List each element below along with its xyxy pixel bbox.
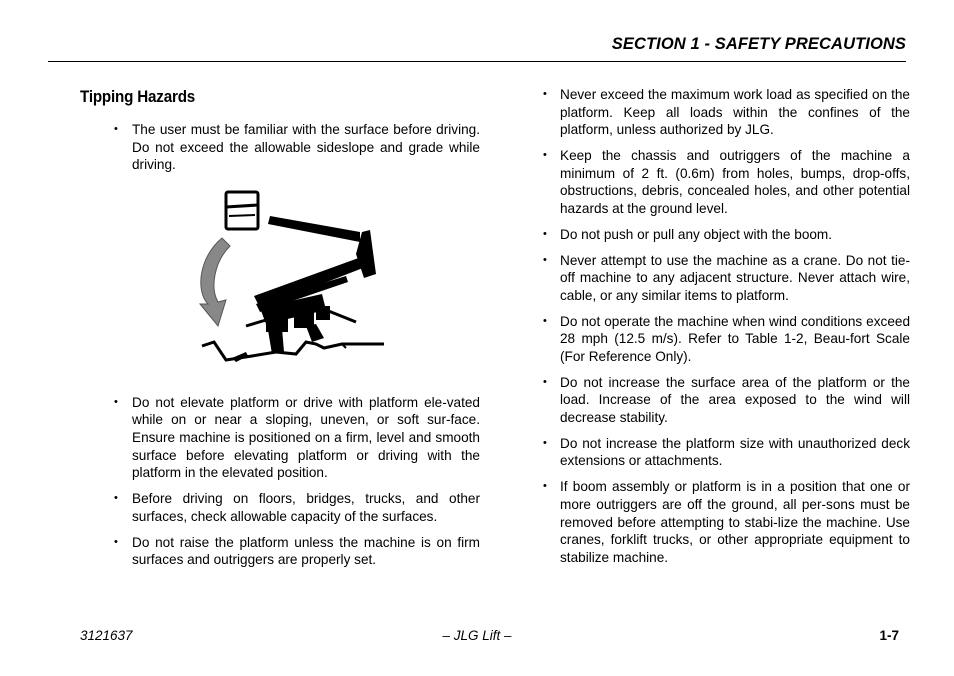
bullet-item: • Do not increase the surface area of the platform or the load. Increase of the area exposed to the wind will decrease stability. [540, 374, 910, 427]
tipping-machine-drawing [196, 186, 386, 372]
platform-basket-icon [226, 192, 258, 229]
page-number: 1-7 [879, 628, 899, 643]
left-column [80, 86, 480, 577]
bullet-item: • Do not elevate platform or drive with platform ele-vated while on or near a sloping, uneven, or soft sur-face. Ensure machine is positioned on a firm, level and smooth surface before elevating platform or driving with the platform in the elevated position. [80, 394, 480, 482]
right-column [540, 86, 910, 575]
tipping-hazard-illustration [80, 186, 480, 372]
bullet-item: • If boom assembly or platform is in a position that one or more outriggers are off the ground, all per-sons must be removed before attempting to stabi-lize the machine. Use cranes, forklift trucks, or other appropriate equipment to stabilize machine. [540, 478, 910, 566]
section-heading: Tipping Hazards [80, 88, 196, 106]
bullet-item: • The user must be familiar with the surface before driving. Do not exceed the allowable sideslope and grade while driving. [80, 121, 480, 174]
bullet-item: • Do not push or pull any object with the boom. [540, 226, 910, 244]
bullet-item: • Do not operate the machine when wind conditions exceed 28 mph (12.5 m/s). Refer to Table 1-2, Beau-fort Scale (For Reference Only). [540, 313, 910, 366]
footer-publisher: – JLG Lift – [442, 628, 512, 643]
bullet-item: • Never attempt to use the machine as a crane. Do not tie-off machine to any adjacent structure. Never attach wire, cable, or any similar items to platform. [540, 252, 910, 305]
bullet-item: • Keep the chassis and outriggers of the machine a minimum of 2 ft. (0.6m) from holes, bumps, drop-offs, obstructions, debris, concealed holes, and other potential hazards at the ground level. [540, 147, 910, 217]
bullet-list-bottom [80, 394, 480, 569]
bullet-list-right [540, 86, 910, 566]
upper-boom-icon [268, 216, 360, 242]
bullet-item: • Before driving on floors, bridges, trucks, and other surfaces, check allowable capacity of the surfaces. [80, 490, 480, 525]
tipping-arrow-icon [200, 238, 230, 326]
bullet-list-top [80, 121, 480, 174]
sloped-ground-line [202, 342, 384, 360]
header-divider [48, 61, 906, 62]
bullet-item: • Do not raise the platform unless the machine is on firm surfaces and outriggers are properly set. [80, 534, 480, 569]
bullet-item: • Never exceed the maximum work load as specified on the platform. Keep all loads within the confines of the platform, unless authorized by JLG. [540, 86, 910, 139]
bullet-item: • Do not increase the platform size with unauthorized deck extensions or attachments. [540, 435, 910, 470]
section-title: SECTION 1 - SAFETY PRECAUTIONS [611, 35, 906, 53]
footer-doc-number: 3121637 [80, 628, 133, 643]
